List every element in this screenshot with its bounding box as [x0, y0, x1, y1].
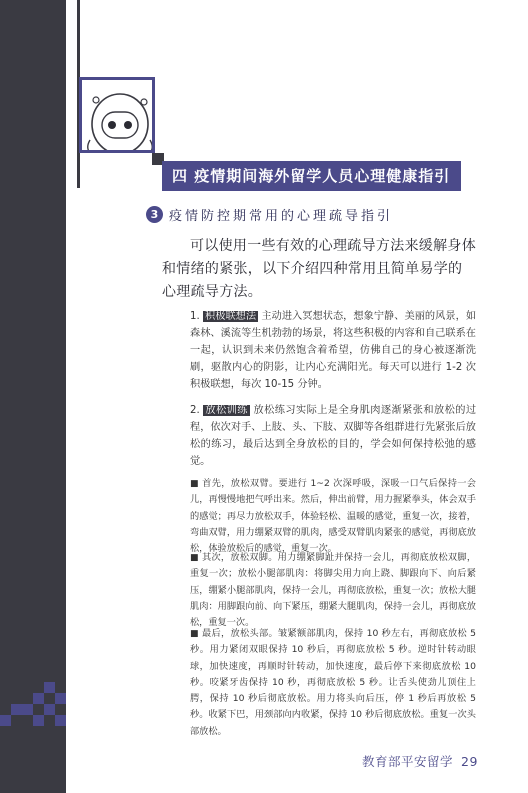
- step-3-paragraph: [190, 626, 476, 740]
- step-3-text: 最后，放松头部。皱紧额部肌肉，保持 10 秒左右，再彻底放松 5 秒。用力紧闭双眼保持 10 秒后，再彻底放松 5 秒。逆时针转动眼球，加快速度，再顺时针转动，加快速度，最后停下来彻底放松 10 秒。咬紧牙齿保持 10 秒，再彻底放松 5 秒。让舌头使劲儿顶住上腭，保持 10 秒后彻底放松。用力将头向后压，停 1 秒后再放松 5 秒。收紧下巴，用颈部向内收紧，保持 10 秒后彻底放松。重复一次头部放松。: [190, 628, 477, 737]
- astronaut-mascot-icon: [82, 80, 155, 153]
- method-2-tag: 放松训练: [205, 405, 248, 416]
- checker-pattern: [0, 682, 66, 730]
- page-footer: [362, 752, 478, 770]
- method-1-text: 主动进入冥想状态，想象宁静、美丽的风景，如森林、溪流等生机勃勃的场景，将这些积极的内容和自己联系在一起，认识到未来仍然饱含着希望，仿佛自己的身心被逐渐洗刷，驱散内心的阴影，让内心充满阳光。每天可以进行 1-2 次积极联想，每次 10-15 分钟。: [190, 311, 477, 391]
- bullet-square-icon: ■: [190, 629, 199, 639]
- step-1-paragraph: [190, 476, 476, 557]
- bullet-square-icon: ■: [190, 479, 199, 489]
- method-2-paragraph: [190, 402, 476, 470]
- title-underline: [162, 191, 461, 193]
- step-2-paragraph: [190, 550, 476, 631]
- mascot-illustration: [79, 77, 155, 153]
- method-2-text: 放松练习实际上是全身肌肉逐渐紧张和放松的过程，依次对手、上肢、头、下肢、双脚等各组群进行先紧张后放松的练习，最后达到全身放松的目的，学会如何保持松弛的感觉。: [190, 405, 477, 468]
- method-1-tag: 积极联想法: [205, 311, 257, 322]
- intro-paragraph: 可以使用一些有效的心理疏导方法来缓解身体和情绪的紧张，以下介绍四种常用且简单易学的心理疏导方法。: [162, 238, 476, 300]
- section-title: 四 疫情期间海外留学人员心理健康指引: [162, 161, 461, 191]
- page-number: 29: [461, 754, 478, 769]
- method-1-paragraph: [190, 308, 476, 393]
- step-2-text: 其次，放松双脚。用力绷紧脚趾并保持一会儿，再彻底放松双脚，重复一次；放松小腿部肌肉：将脚尖用力向上跷、脚跟向下、向后紧压，绷紧小腿部肌肉，保持一会儿，再彻底放松，重复一次；放松大腿肌肉：用脚跟向前、向下紧压，绷紧大腿肌肉，保持一会儿，再彻底放松，重复一次。: [190, 552, 477, 629]
- subsection-number: 3: [146, 206, 163, 223]
- footer-publisher: 教育部平安留学: [362, 754, 454, 769]
- step-1-text: 首先，放松双臂。要进行 1~2 次深呼吸，深吸一口气后保持一会儿，再慢慢地把气呼出来。然后，伸出前臂，用力握紧拳头，体会双手的感觉；再尽力放松双手，体验轻松、温暖的感觉，重复一次，接着，弯曲双臂，用力绷紧双臂的肌肉，感受双臂肌肉紧张的感觉，再彻底放松，体验放松后的感觉，重复一次。: [190, 478, 476, 555]
- bullet-square-icon: ■: [190, 553, 199, 563]
- method-1-number: 1.: [190, 311, 200, 322]
- subsection-heading: [146, 203, 393, 225]
- method-2-number: 2.: [190, 405, 200, 416]
- subsection-title: 疫情防控期常用的心理疏导指引: [169, 208, 394, 224]
- left-decorative-band: [0, 0, 66, 793]
